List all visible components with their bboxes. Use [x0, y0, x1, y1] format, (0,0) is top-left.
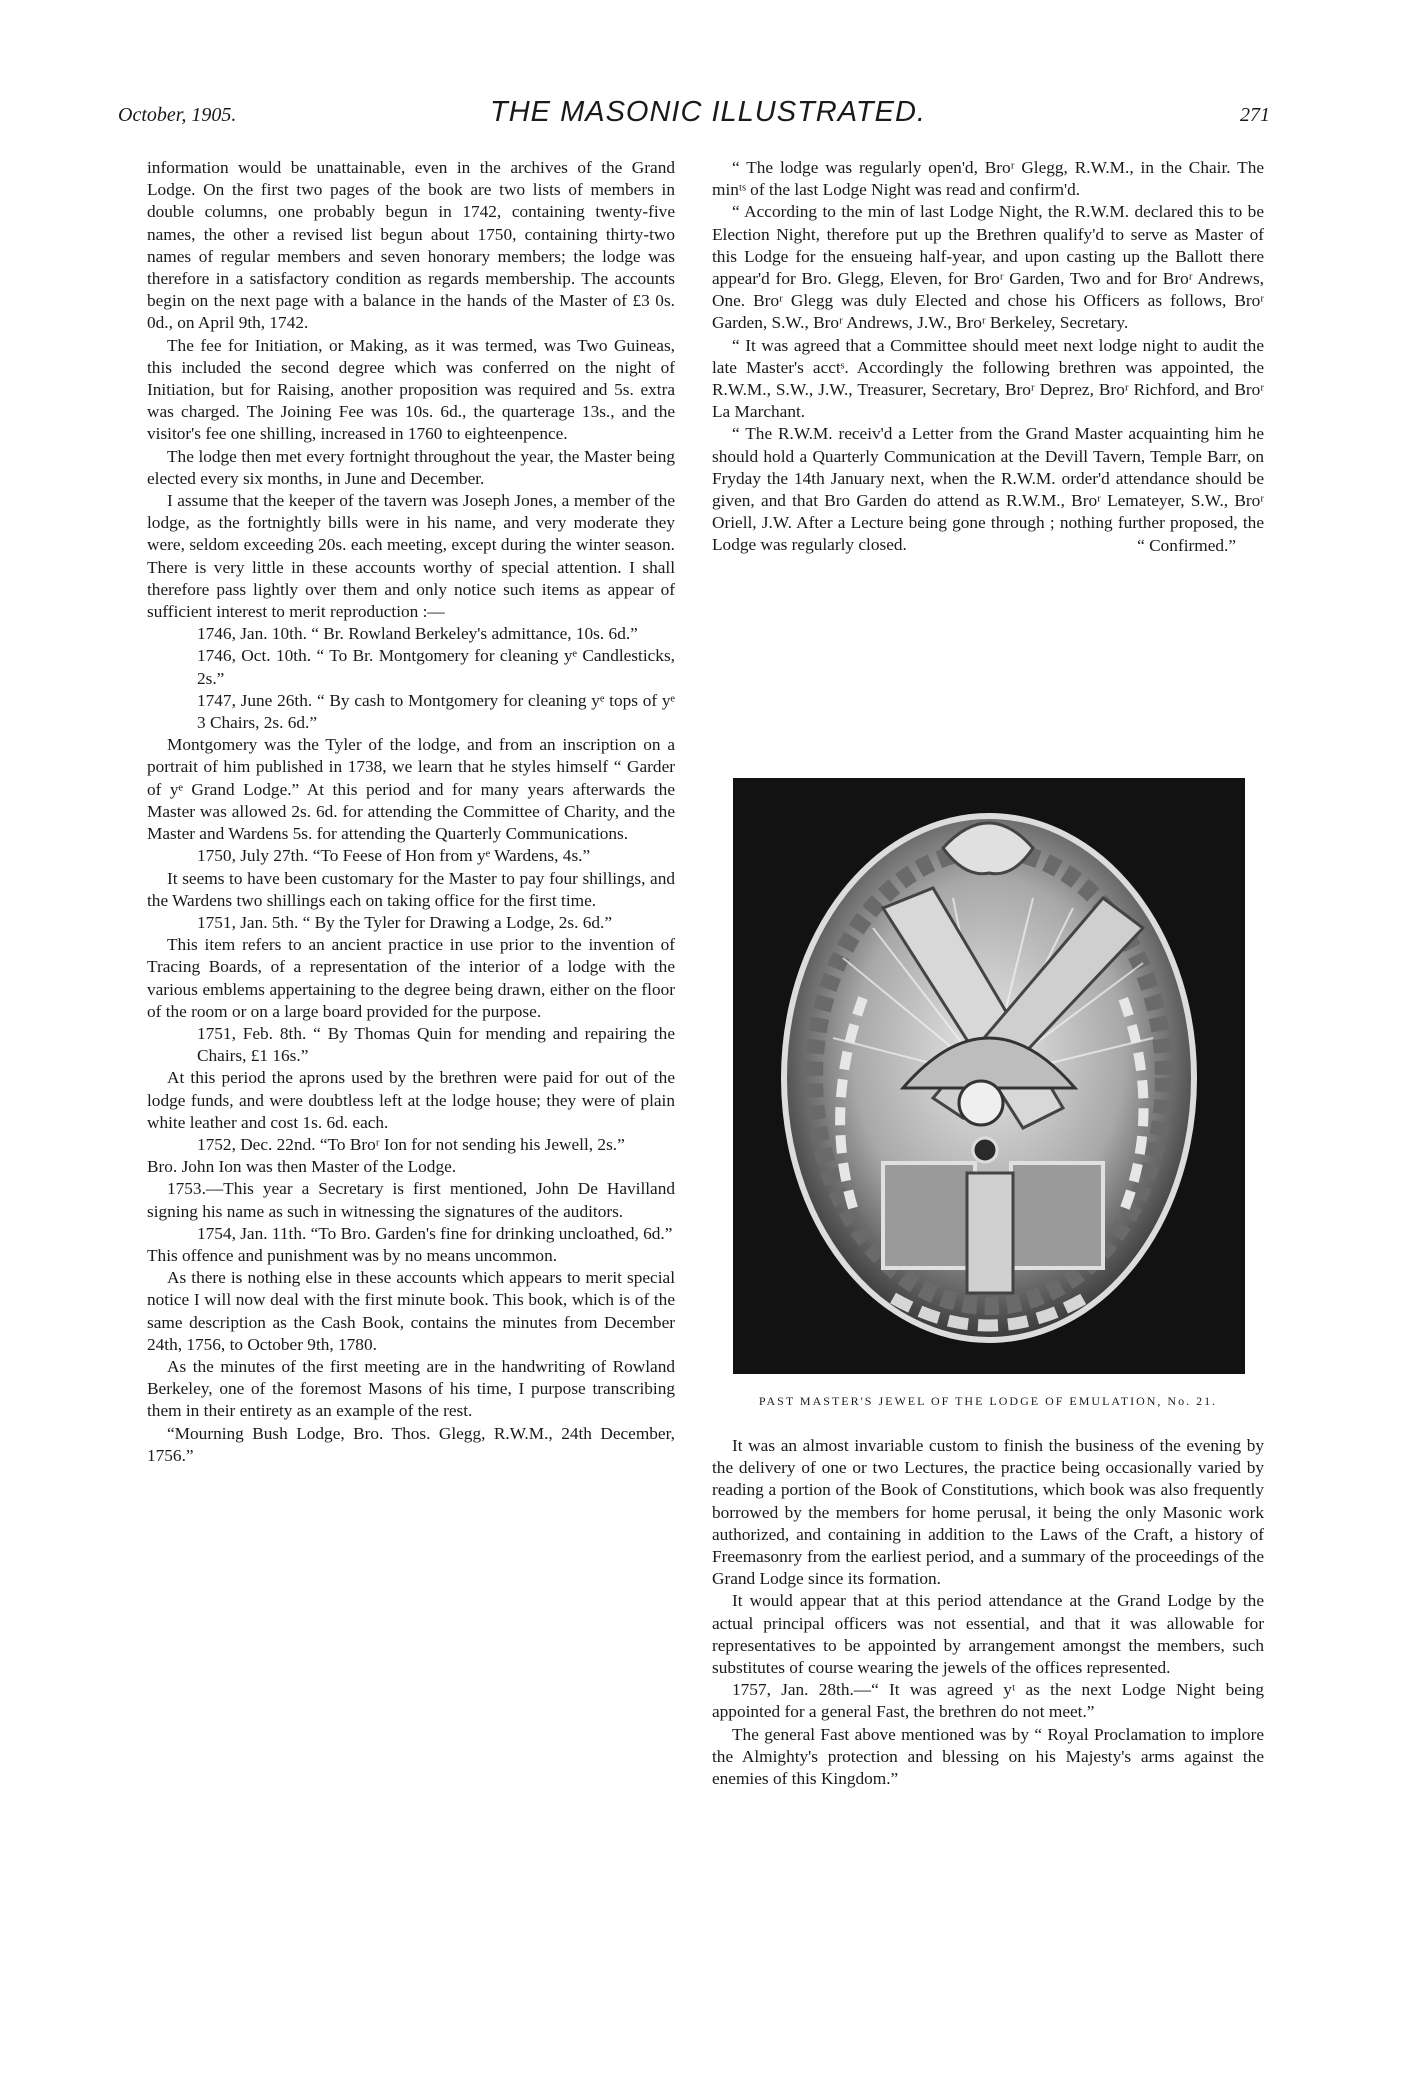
paragraph: “ The lodge was regularly open'd, Broʳ Glegg, R.W.M., in the Chair. The minᵗˢ of the last Lodge Night was read and confirm'd. [712, 158, 1264, 200]
paragraph: 1754, Jan. 11th. “To Bro. Garden's fine for drinking uncloathed, 6d.” [197, 1223, 673, 1243]
paragraph: Montgomery was the Tyler of the lodge, and from an inscription on a portrait of him published in 1738, we learn that he styles himself “ Garder of yᵉ Grand Lodge.” At this period and for many years afterwards the Master was allowed 2s. 6d. for attending the Committee of Charity, and the Master and Wardens 5s. for attending the Quarterly Communications. [147, 735, 675, 844]
paragraph: As there is nothing else in these accounts which appears to merit special notice I will now deal with the first minute book. This book, which is of the same description as the Cash Book, contains the minutes from December 24th, 1756, to October 9th, 1780. [147, 1268, 675, 1354]
paragraph: It would appear that at this period attendance at the Grand Lodge by the actual principal officers was not essential, and that it was allowable for representatives to be appointed by arrangement amongst the members, such substitutes of course wearing the jewels of the offices represented. [712, 1591, 1264, 1678]
paragraph: 1750, July 27th. “To Feese of Hon from yᵉ Wardens, 4s.” [197, 846, 591, 866]
publication-title: THE MASONIC ILLUSTRATED. [490, 96, 926, 128]
paragraph: “Mourning Bush Lodge, Bro. Thos. Glegg, R.W.M., 24th December, 1756.” [147, 1423, 675, 1465]
right-column-top [712, 157, 1264, 557]
left-column [147, 157, 675, 1467]
paragraph: Bro. John Ion was then Master of the Lodge. [147, 1157, 457, 1177]
paragraph: I assume that the keeper of the tavern was Joseph Jones, a member of the lodge, as the fortnightly bills were in his name, and very moderate they were, seldom exceeding 20s. each meeting, except during the winter season. There is very little in these accounts worthy of special attention. I shall therefore pass lightly over them and only notice such items as appear of sufficient interest to merit reproduction :— [147, 491, 675, 622]
paragraph: “ The R.W.M. receiv'd a Letter from the Grand Master acquainting him he should hold a Quarterly Communication at the Devill Tavern, Temple Barr, on Fryday the 14th January next, when the R.W.M. order'd attendance should be given, and that Bro Garden do attend as R.W.M., Broʳ Lemateyer, S.W., Broʳ Oriell, J.W. After a Lecture being gone through ; nothing further proposed, the Lodge was regularly closed. [712, 424, 1264, 555]
jewel-photograph [733, 778, 1245, 1374]
figure-caption: PAST MASTER'S JEWEL OF THE LODGE OF EMULATION, No. 21. [758, 1394, 1218, 1408]
paragraph: This item refers to an ancient practice in use prior to the invention of Tracing Boards, of a representation of the interior of a lodge with the various emblems appertaining to the degree being drawn, either on the floor of the room or on a large board provided for the purpose. [147, 935, 675, 1021]
paragraph: “ Confirmed.” [1137, 535, 1236, 555]
paragraph: 1751, Feb. 8th. “ By Thomas Quin for mending and repairing the Chairs, £1 16s.” [197, 1023, 675, 1066]
paragraph: 1751, Jan. 5th. “ By the Tyler for Drawing a Lodge, 2s. 6d.” [197, 912, 613, 932]
paragraph: information would be unattainable, even in the archives of the Grand Lodge. On the first two pages of the book are two lists of members in double columns, one probably begun in 1742, containing twenty-five names, the other a revised list begun about 1750, containing thirty-two names of regular members and seven honorary members; the lodge was therefore in a satisfactory condition as regards membership. The accounts begin on the next page with a balance in the hands of the Master of £3 0s. 0d., on April 9th, 1742. [147, 158, 675, 333]
paragraph: This offence and punishment was by no means uncommon. [147, 1245, 558, 1265]
page-header [0, 96, 1416, 136]
paragraph: 1746, Oct. 10th. “ To Br. Montgomery for cleaning yᵉ Candlesticks, 2s.” [197, 646, 675, 688]
paragraph: 1747, June 26th. “ By cash to Montgomery for cleaning yᵉ tops of yᵉ 3 Chairs, 2s. 6d.” [197, 690, 675, 733]
paragraph: As the minutes of the first meeting are in the handwriting of Rowland Berkeley, one of the foremost Masons of his time, I purpose transcribing them in their entirety as an example of the rest. [147, 1356, 675, 1421]
issue-date: October, 1905. [118, 104, 237, 126]
paragraph: At this period the aprons used by the brethren were paid for out of the lodge funds, and were doubtless left at the lodge house; they were of plain white leather and cost 1s. 6d. each. [147, 1068, 675, 1132]
paragraph: It was an almost invariable custom to finish the business of the evening by the delivery of one or two Lectures, the practice being occasionally varied by reading a portion of the Book of Constitutions, which book was also frequently borrowed by the members for home perusal, it being the only Masonic work authorized, and containing in addition to the Laws of the Craft, a history of Freemasonry from the earliest period, and a summary of the proceedings of the Grand Lodge since its formation. [712, 1436, 1264, 1589]
past-masters-jewel-image [733, 778, 1245, 1374]
paragraph: 1752, Dec. 22nd. “To Broʳ Ion for not sending his Jewell, 2s.” [197, 1134, 625, 1154]
paragraph: The lodge then met every fortnight throughout the year, the Master being elected every six months, in June and December. [147, 446, 675, 488]
paragraph: The fee for Initiation, or Making, as it was termed, was Two Guineas, this included the second degree which was conferred on the night of Initiation, but for Raising, another proposition was required and 5s. extra was charged. The Joining Fee was 10s. 6d., the quarterage 13s., and the visitor's fee one shilling, increased in 1760 to eighteenpence. [147, 335, 675, 444]
paragraph: 1746, Jan. 10th. “ Br. Rowland Berkeley's admittance, 10s. 6d.” [197, 624, 638, 644]
paragraph: 1757, Jan. 28th.—“ It was agreed yᵗ as the next Lodge Night being appointed for a general Fast, the brethren do not meet.” [712, 1680, 1264, 1722]
paragraph: 1753.—This year a Secretary is first mentioned, John De Havilland signing his name as such in witnessing the signatures of the auditors. [147, 1179, 675, 1221]
paragraph: “ It was agreed that a Committee should meet next lodge night to audit the late Master's acctˢ. Accordingly the following brethren was appointed, the R.W.M., S.W., J.W., Treasurer, Secretary, Broʳ Deprez, Broʳ Richford, and Broʳ La Marchant. [712, 335, 1264, 422]
paragraph: “ According to the min of last Lodge Night, the R.W.M. declared this to be Election Night, therefore put up the Brethren qualify'd to serve as Master of this Lodge for the ensueing half-year, and upon casting up the Ballott there appear'd for Bro. Glegg, Eleven, for Broʳ Garden, Two and for Broʳ Andrews, One. Broʳ Glegg was duly Elected and chose his Officers as follows, Broʳ Garden, S.W., Broʳ Andrews, J.W., Broʳ Berkeley, Secretary. [712, 202, 1264, 333]
paragraph: It seems to have been customary for the Master to pay four shillings, and the Wardens two shillings each on taking office for the first time. [147, 868, 675, 910]
paragraph: The general Fast above mentioned was by “ Royal Proclamation to implore the Almighty's protection and blessing on his Majesty's arms against the enemies of this Kingdom.” [712, 1724, 1264, 1789]
right-column-bottom [712, 1435, 1264, 1790]
page-number: 271 [1240, 104, 1270, 126]
